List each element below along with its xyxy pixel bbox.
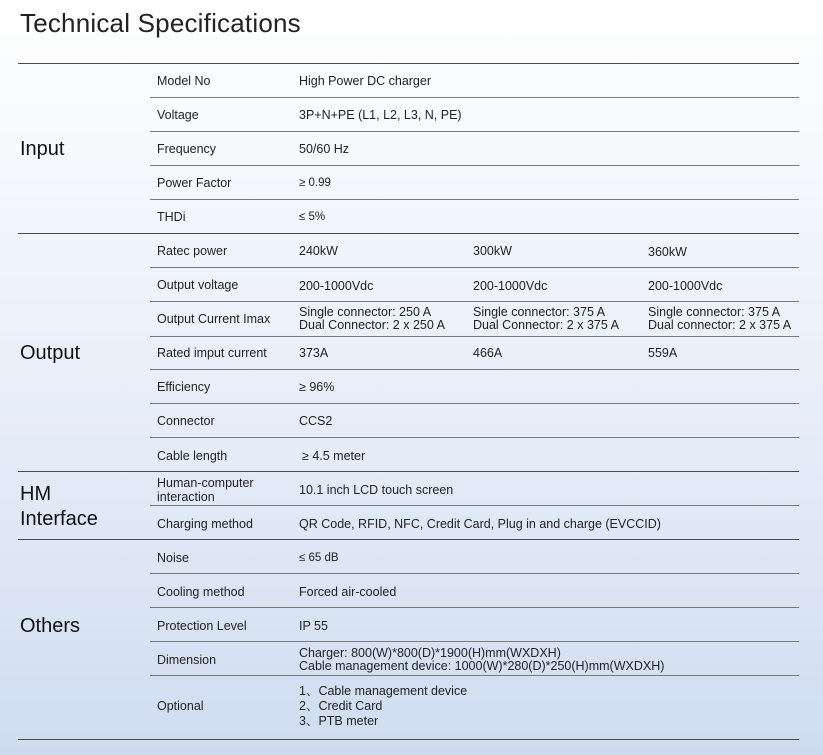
spec-label: Optional [157,699,204,713]
spec-value: ≥ 4.5 meter [302,449,366,463]
spec-value: 200-1000Vdc [473,279,548,293]
row-divider [150,369,799,370]
section-divider [18,471,799,472]
spec-label: Cable length [157,449,228,463]
row-divider [150,336,799,337]
row-divider [150,505,799,506]
spec-value: ≤ 5% [299,211,326,223]
row-divider [150,573,799,574]
group-input: Input [20,138,65,160]
spec-value: 3P+N+PE (L1, L2, L3, N, PE) [299,108,462,122]
group-output: Output [20,342,81,364]
group-others: Others [20,615,81,637]
group-hm-line1: HM [20,483,52,505]
spec-value: Single connector: 375 A [473,305,606,319]
spec-value: Single connector: 250 A [299,305,432,319]
spec-value: ≥ 0.99 [299,177,331,189]
spec-value: 200-1000Vdc [648,279,723,293]
spec-label: Voltage [157,108,199,122]
spec-value: 200-1000Vdc [299,279,374,293]
section-divider [18,739,799,740]
spec-value: QR Code, RFID, NFC, Credit Card, Plug in and charge (EVCCID) [299,517,661,531]
row-divider [150,165,799,166]
spec-value: 360kW [648,245,687,259]
row-divider [150,641,799,642]
spec-value: 373A [299,346,329,360]
spec-label: Power Factor [157,176,232,190]
row-divider [150,607,799,608]
spec-value: IP 55 [299,619,328,633]
spec-label: Protection Level [157,619,247,633]
spec-value: Dual Connector: 2 x 250 A [299,318,445,332]
spec-value: 240kW [299,244,338,258]
section-divider [18,539,799,540]
row-divider [150,403,799,404]
spec-value: 10.1 inch LCD touch screen [299,483,454,497]
group-hm-line2: Interface [20,508,98,530]
row-divider [150,199,799,200]
spec-value: ≥ 96% [299,380,335,394]
spec-value: ≤ 65 dB [299,552,339,564]
spec-label: Noise [157,551,189,565]
spec-value: Cable management device: 1000(W)*280(D)*250(H)mm(WXDXH) [299,659,665,673]
spec-value: 50/60 Hz [299,142,350,156]
section-divider [18,233,799,234]
row-divider [150,267,799,268]
spec-value: Forced air-cooled [299,585,397,599]
spec-value: 559A [648,346,678,360]
spec-value: CCS2 [299,414,333,428]
spec-label: THDi [157,210,186,224]
spec-label: Rated imput current [157,346,267,360]
spec-label: Output Current Imax [157,312,271,326]
spec-value: Dual connector: 2 x 375 A [648,318,792,332]
row-divider [150,301,799,302]
spec-value: Single connector: 375 A [648,305,781,319]
spec-label: Model No [157,74,211,88]
spec-value: 466A [473,346,503,360]
spec-value: High Power DC charger [299,74,431,88]
spec-label: Dimension [157,653,217,667]
spec-label: Cooling method [157,585,245,599]
spec-label: Human-computer [157,476,254,490]
spec-label: Ratec power [157,244,228,258]
list-item: 1、Cable management device [299,684,468,698]
spec-label: Efficiency [157,380,211,394]
list-item: 3、PTB meter [299,714,379,728]
spec-label: Output voltage [157,278,239,292]
section-divider [18,63,799,64]
spec-label: interaction [157,490,215,504]
row-divider [150,97,799,98]
spec-value: Charger: 800(W)*800(D)*1900(H)mm(WXDXH) [299,646,561,660]
list-item: 2、Credit Card [299,699,383,713]
spec-value: Dual Connector: 2 x 375 A [473,318,619,332]
page-title: Technical Specifications [20,8,301,38]
spec-value: 300kW [473,244,512,258]
spec-label: Frequency [157,142,217,156]
row-divider [150,131,799,132]
spec-label: Connector [157,414,215,428]
spec-label: Charging method [157,517,253,531]
row-divider [150,675,799,676]
row-divider [150,437,799,438]
